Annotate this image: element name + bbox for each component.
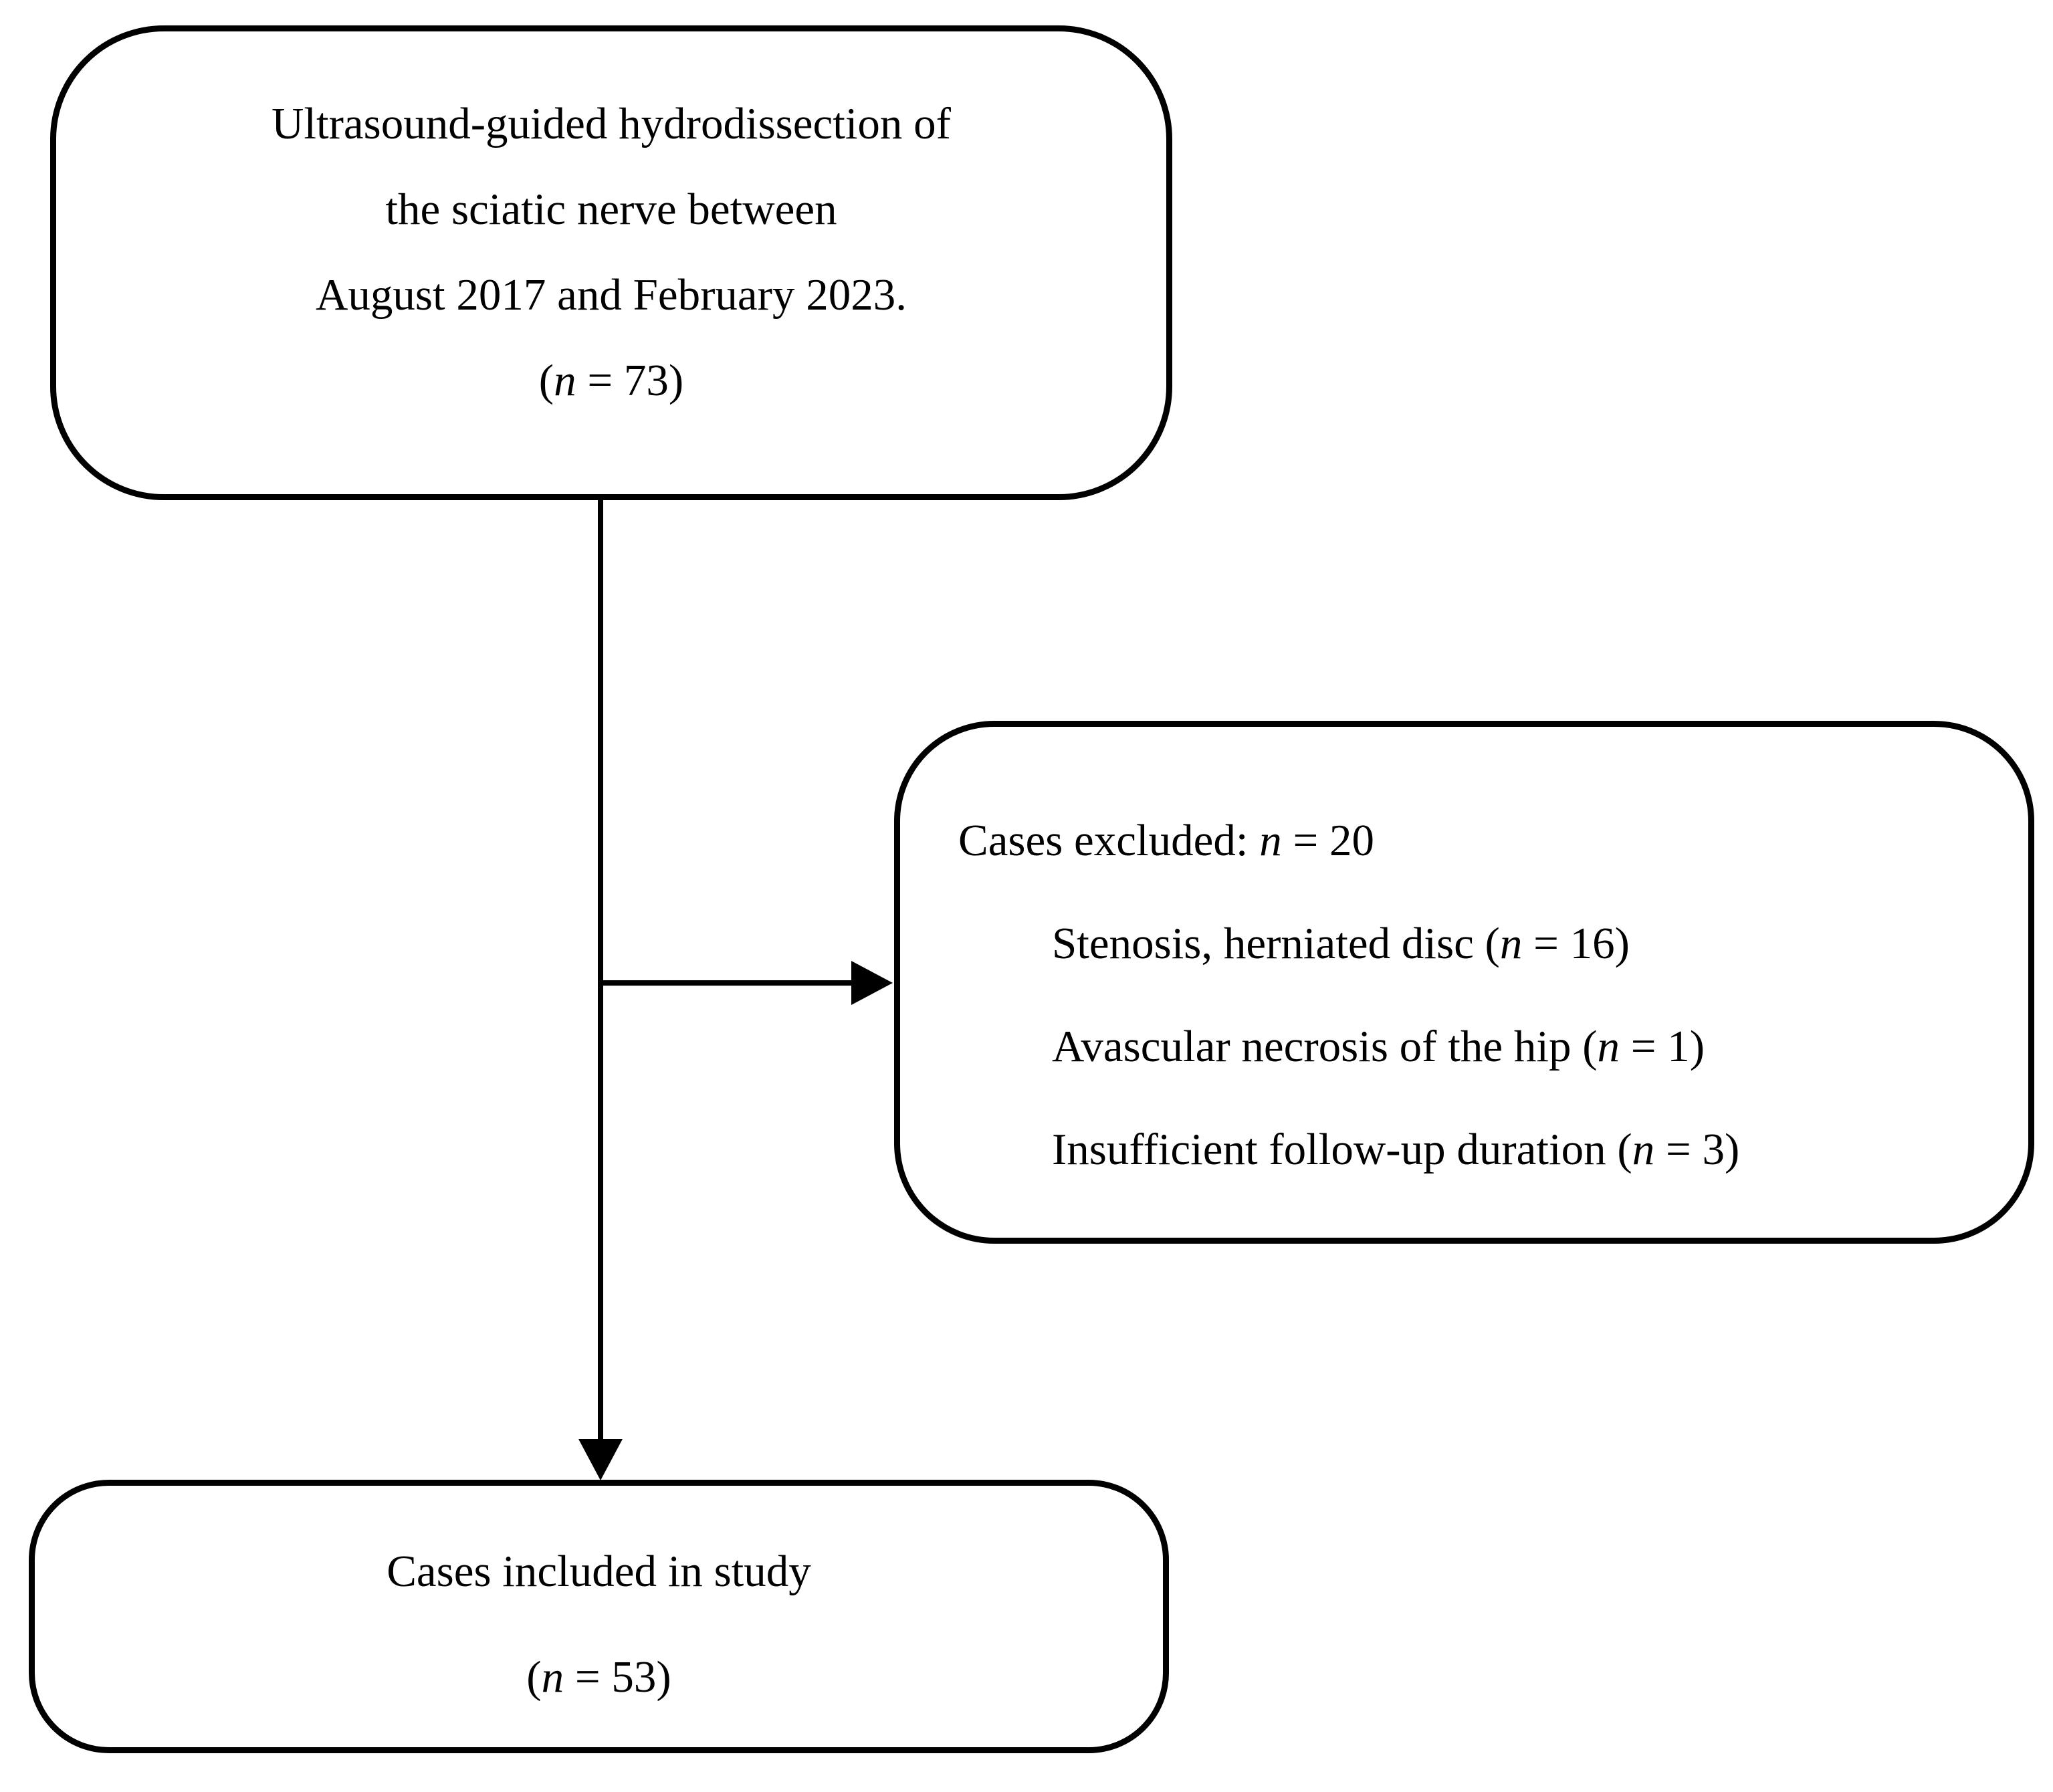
n-variable: n: [1632, 1125, 1655, 1174]
arrowhead-right-icon: [851, 961, 893, 1005]
included-line: Cases included in study: [387, 1547, 811, 1596]
text-segment: = 53): [564, 1652, 671, 1702]
n-variable: n: [541, 1652, 564, 1702]
text-segment: Cases excluded:: [958, 816, 1260, 865]
n-variable: n: [1597, 1022, 1620, 1071]
text-segment: Insufficient follow-up duration (: [1052, 1125, 1632, 1174]
connector-horizontal-line: [601, 980, 851, 986]
included-count: [35, 1624, 1163, 1730]
text-segment: = 16): [1522, 919, 1630, 968]
enrollment-count: [56, 338, 1166, 423]
excluded-item-stenosis: [1052, 892, 2002, 995]
enrollment-line-3: August 2017 and February 2023.: [316, 270, 907, 320]
excluded-item-insufficient-followup: [1052, 1098, 2002, 1201]
text-segment: Avascular necrosis of the hip (: [1052, 1022, 1598, 1071]
text-segment: = 3): [1654, 1125, 1740, 1174]
connector-vertical-line: [598, 499, 603, 1441]
text-segment: Stenosis, herniated disc (: [1052, 919, 1500, 968]
n-variable: n: [554, 356, 576, 405]
excluded-box: [894, 721, 2034, 1244]
enrollment-box: [50, 25, 1172, 500]
excluded-item-avascular-necrosis: [1052, 995, 2002, 1098]
included-box: [29, 1480, 1169, 1753]
text-segment: = 1): [1620, 1022, 1705, 1071]
excluded-header: [958, 789, 2002, 892]
enrollment-line-2: the sciatic nerve between: [385, 185, 837, 234]
n-variable: n: [1259, 816, 1282, 865]
enrollment-line-1: Ultrasound-guided hydrodissection of: [272, 99, 951, 148]
text-segment: (: [538, 356, 554, 405]
text-segment: = 20: [1281, 816, 1375, 865]
text-segment: (: [526, 1652, 542, 1702]
arrowhead-down-icon: [578, 1439, 623, 1480]
text-segment: = 73): [576, 356, 684, 405]
n-variable: n: [1499, 919, 1523, 968]
